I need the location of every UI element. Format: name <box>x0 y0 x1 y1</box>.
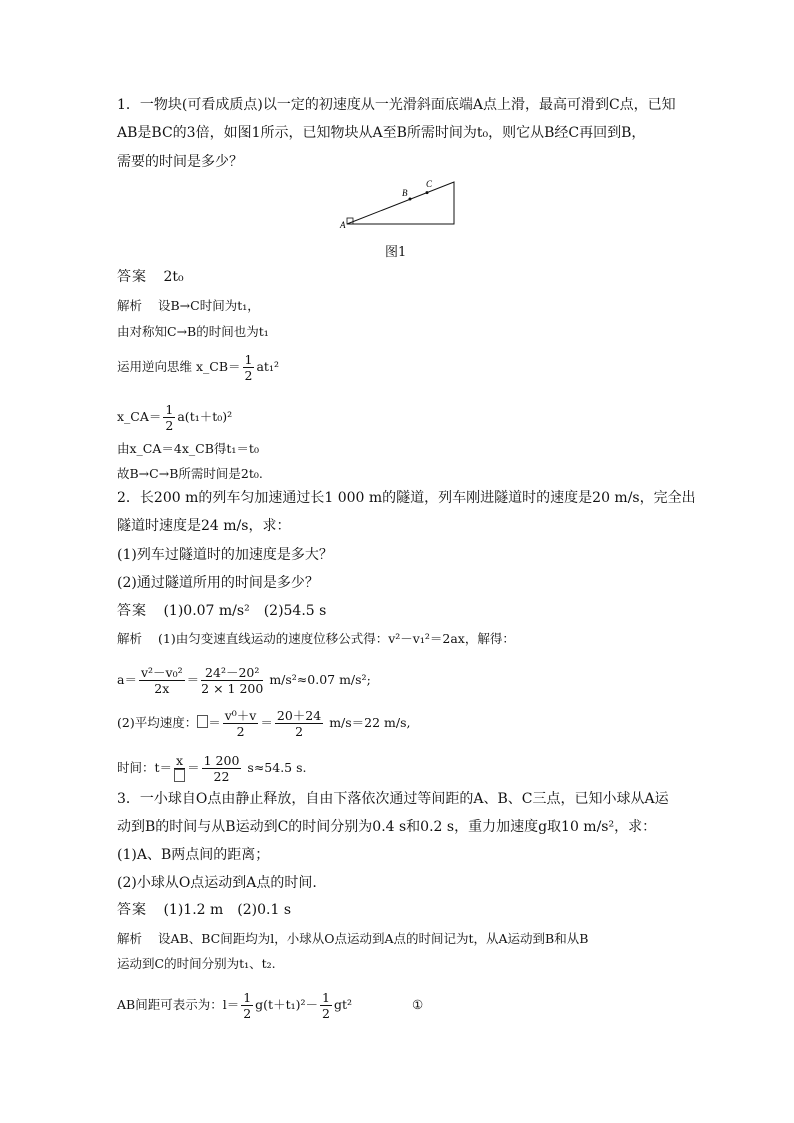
answer-label: 答案 <box>117 902 147 918</box>
answer-value: (1)1.2 m (2)0.1 s <box>163 902 292 918</box>
answer-value: (1)0.07 m/s² (2)54.5 s <box>163 603 327 619</box>
q2-step-1: 解析 (1)由匀变速直线运动的速度位移公式得：v²－v₁²＝2ax，解得： <box>117 631 515 646</box>
q2-line-4: (2)通过隧道所用的时间是多少？ <box>117 575 319 591</box>
q2-line-1: 2．长200 m的列车匀加速通过长1 000 m的隧道，列车刚进隧道时的速度是20 m/s，完全出 <box>117 490 696 506</box>
q2-step-4: 时间：t＝ x ＝ $\frac{1 200}{22}$ s≈54.5 s. <box>117 753 307 784</box>
q1-step-4: x_CA＝ $\frac{1}{2}$ a(t₁＋t₀)² <box>117 402 233 433</box>
equation-marker: ① <box>412 997 424 1012</box>
fraction: x <box>174 753 185 784</box>
q3-step-2: 运动到C的时间分别为t₁、t₂. <box>117 956 276 971</box>
q1-step-2: 由对称知C→B的时间也为t₁ <box>117 324 269 339</box>
answer-value: 2t₀ <box>163 269 184 285</box>
q2-answer <box>117 602 326 620</box>
fraction: $\frac{1}{2}$ <box>322 990 330 1021</box>
q1-line-2: AB是BC的3倍，如图1所示，已知物块从A至B所需时间为t₀，则它从B经C再回到B， <box>117 125 646 141</box>
q1-step-1: 解析 设B→C时间为t₁， <box>117 298 260 313</box>
fraction: $\frac{1}{2}$ <box>165 402 174 433</box>
fraction: $\frac{1}{2}$ <box>243 990 252 1021</box>
q1-step-6: 故B→C→B所需时间是2t₀. <box>117 466 263 481</box>
fraction: $\frac{1 200}{22}$ <box>203 753 240 784</box>
label-b: B <box>402 188 408 198</box>
q2-line-2: 隧道时速度是24 m/s，求： <box>117 518 291 534</box>
point-b-dot <box>409 198 412 201</box>
fraction: $\frac{\text{v⁰＋v}}{2}$ <box>224 708 257 739</box>
q1-step-5: 由x_CA＝4x_CB得t₁＝t₀ <box>117 441 259 456</box>
point-c-dot <box>426 191 429 194</box>
analysis-label: 解析 <box>117 931 143 946</box>
label-c: C <box>426 179 433 189</box>
answer-label: 答案 <box>117 603 147 619</box>
q1-line-3: 需要的时间是多少？ <box>117 154 243 170</box>
analysis-label: 解析 <box>117 298 143 313</box>
q3-line-2: 动到B的时间与从B运动到C的时间分别为0.4 s和0.2 s，重力加速度g取10 m/s²，求： <box>117 819 657 835</box>
incline-triangle <box>347 182 454 224</box>
q1-line-1: 1．一物块(可看成质点)以一定的初速度从一光滑斜面底端A点上滑，最高可滑到C点，已知 <box>117 97 676 113</box>
fraction: $\frac{1}{2}$ <box>244 352 253 383</box>
fraction: $\frac{\text{v²－v₀²}}{2x}$ <box>140 665 183 696</box>
label-a: A <box>340 220 346 230</box>
q2-line-3: (1)列车过隧道时的加速度是多大？ <box>117 547 333 563</box>
q3-line-3: (1)A、B两点间的距离； <box>117 847 270 863</box>
q3-step-3: AB间距可表示为：l＝ $\frac{1}{2}$ g(t＋t₁)²－ $\frac{1}{2}$ gt² ① <box>117 990 424 1021</box>
q2-step-3: (2)平均速度： ＝ $\frac{\text{v⁰＋v}}{2}$ ＝ $\frac{20+24}{2}$ m/s＝22 m/s, <box>117 708 411 739</box>
fraction: $\frac{20+24}{2}$ <box>276 708 322 739</box>
answer-label: 答案 <box>117 269 147 285</box>
fraction: $\frac{\text{24²－20²}}{2 \times 1 200}$ <box>201 665 264 696</box>
q1-step-3: 运用逆向思维 x_CB＝ $\frac{1}{2}$ at₁² <box>117 352 279 383</box>
analysis-label: 解析 <box>117 631 143 646</box>
q2-step-2: a＝ $\frac{\text{v²－v₀²}}{2x}$ ＝ $\frac{\text{24²－20²}}{2 \times 1 200}$ m/s²≈0.07 m/s²; <box>117 665 371 696</box>
v-bar-symbol-icon <box>174 769 185 782</box>
q3-line-1: 3．一小球自O点由静止释放，自由下落依次通过等间距的A、B、C三点，已知小球从A运 <box>117 791 669 807</box>
q1-answer <box>117 268 184 286</box>
q3-answer <box>117 901 291 919</box>
figure-caption: 图1 <box>385 245 407 260</box>
q3-step-1: 解析 设AB、BC间距均为l，小球从O点运动到A点的时间记为t，从A运动到B和从B <box>117 931 589 946</box>
q3-line-4: (2)小球从O点运动到A点的时间. <box>117 875 317 891</box>
incline-figure <box>338 178 458 230</box>
v-bar-symbol-icon <box>197 715 208 728</box>
